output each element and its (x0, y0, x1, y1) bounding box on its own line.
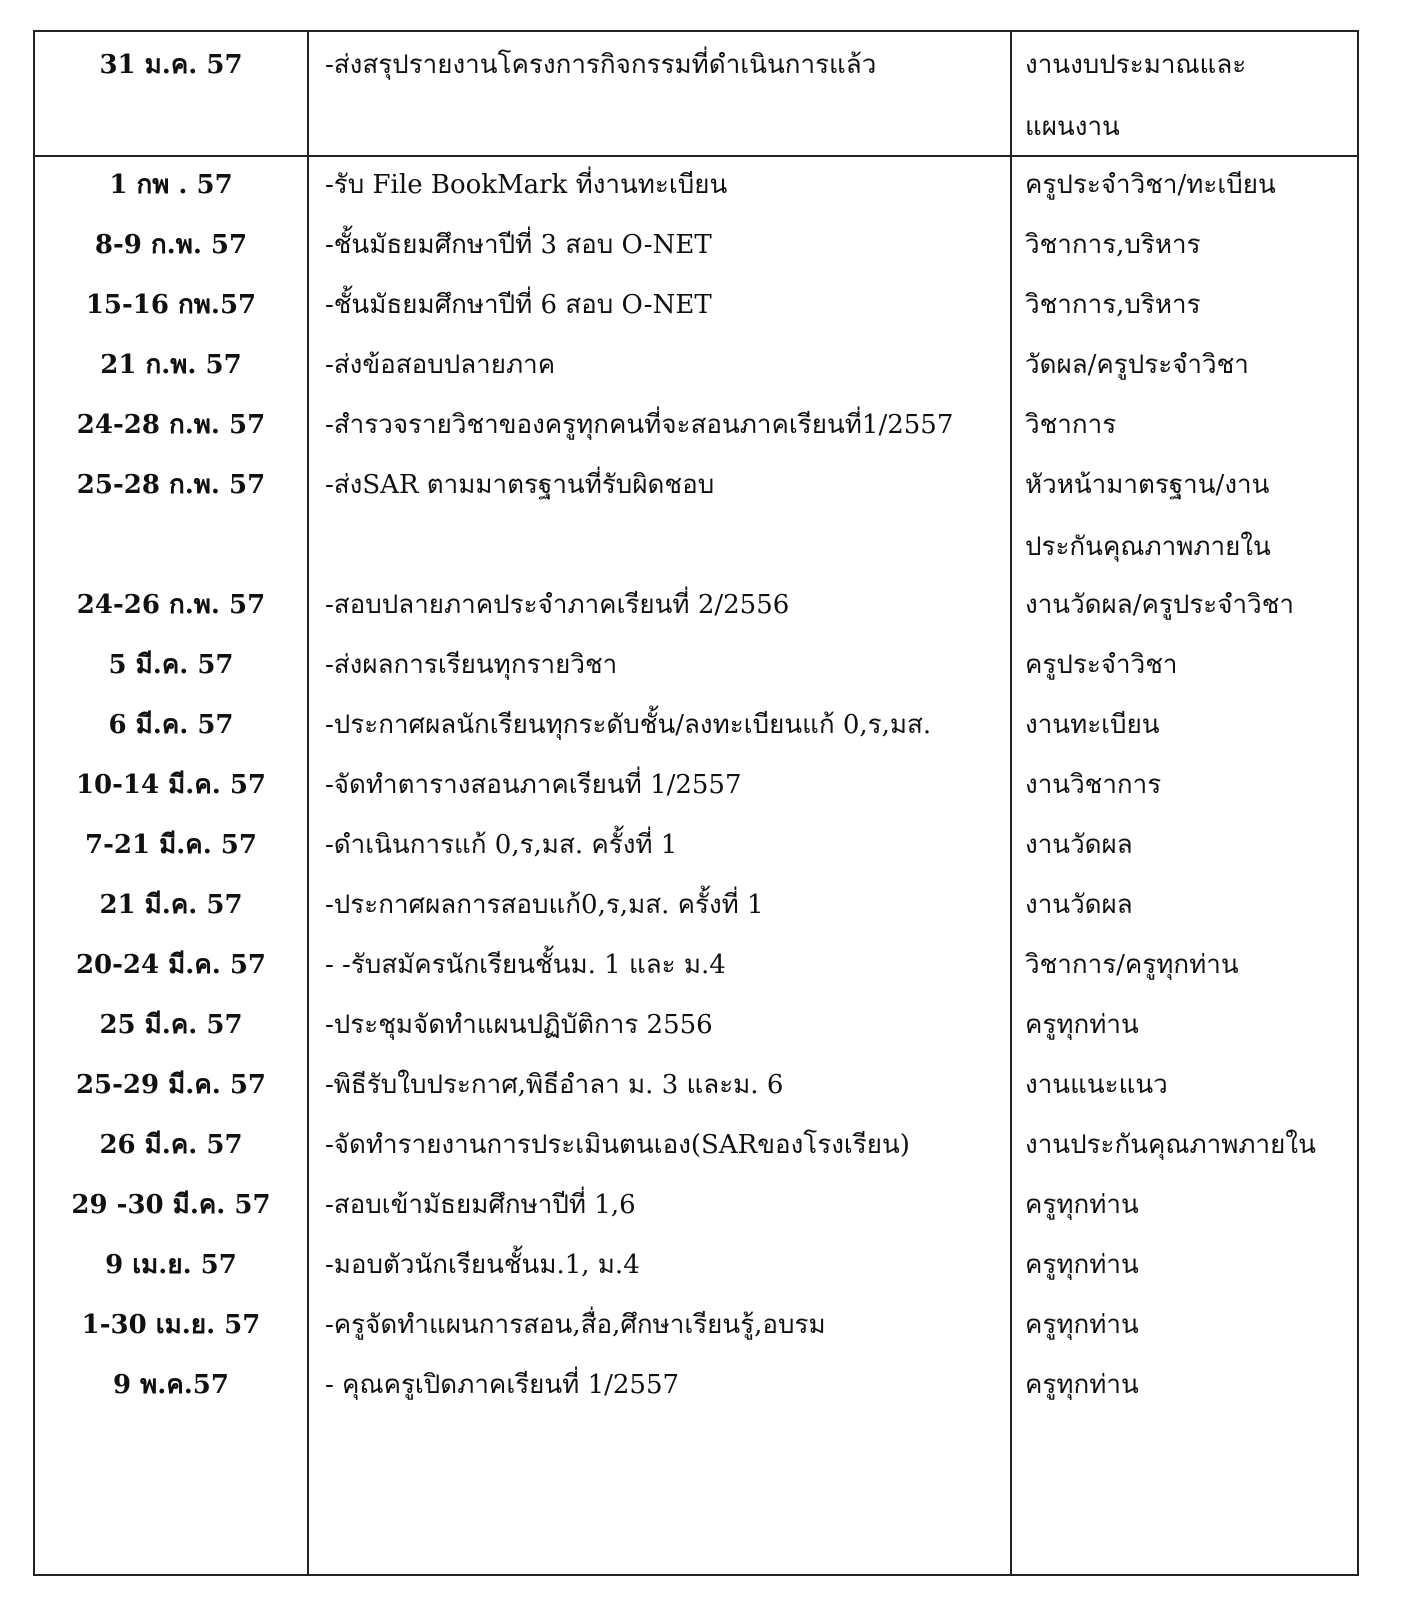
table-row (35, 1234, 1357, 1296)
table-row (35, 934, 1357, 996)
date-cell: 7-21 มี.ค. 57 (85, 830, 257, 860)
activity-cell: -พิธีรับใบประกาศ,พิธีอำลา ม. 3 และม. 6 (325, 1070, 784, 1100)
responsible-cell: งานวัดผล/ครูประจำวิชา (1025, 590, 1294, 620)
table-row (35, 874, 1357, 936)
activity-cell: -สำรวจรายวิชาของครูทุกคนที่จะสอนภาคเรียนที่1/2557 (325, 410, 954, 440)
responsible-cell: วัดผล/ครูประจำวิชา (1025, 350, 1249, 380)
responsible-cell: งานงบประมาณและแผนงาน (1025, 50, 1247, 142)
activity-cell: -ส่งSAR ตามมาตรฐานที่รับผิดชอบ (325, 470, 715, 500)
date-cell: 25-29 มี.ค. 57 (75, 1070, 267, 1100)
date-cell: 24-28 ก.พ. 57 (76, 410, 266, 440)
responsible-cell: ครูประจำวิชา/ทะเบียน (1025, 170, 1276, 200)
responsible-cell: หัวหน้ามาตรฐาน/งานประกันคุณภาพภายใน (1025, 470, 1271, 562)
activity-cell: -ชั้นมัธยมศึกษาปีที่ 6 สอบ O-NET (325, 290, 712, 320)
activity-cell: -ส่งสรุปรายงานโครงการกิจกรรมที่ดำเนินการแล้ว (325, 50, 877, 80)
activity-cell: - -รับสมัครนักเรียนชั้นม. 1 และ ม.4 (325, 950, 726, 980)
date-cell: 21 ก.พ. 57 (100, 350, 242, 380)
date-cell: 10-14 มี.ค. 57 (75, 770, 267, 800)
activity-cell: -ชั้นมัธยมศึกษาปีที่ 3 สอบ O-NET (325, 230, 712, 260)
date-cell: 25-28 ก.พ. 57 (76, 470, 266, 500)
responsible-cell: วิชาการ,บริหาร (1025, 230, 1201, 260)
table-row (35, 754, 1357, 816)
responsible-cell: ครูทุกท่าน (1025, 1310, 1139, 1340)
table-row (35, 1294, 1357, 1356)
date-cell: 5 มี.ค. 57 (108, 650, 234, 680)
date-cell: 29 -30 มี.ค. 57 (71, 1190, 271, 1220)
activity-cell: - คุณครูเปิดภาคเรียนที่ 1/2557 (325, 1370, 680, 1400)
date-cell: 25 มี.ค. 57 (99, 1010, 243, 1040)
date-cell: 8-9 ก.พ. 57 (94, 230, 248, 260)
table-row (35, 1354, 1357, 1416)
table-row (35, 814, 1357, 876)
responsible-cell: ครูทุกท่าน (1025, 1190, 1139, 1220)
schedule-table (33, 30, 1359, 1576)
table-row (35, 574, 1357, 636)
date-cell: 26 มี.ค. 57 (99, 1130, 243, 1160)
activity-cell: -สอบเข้ามัธยมศึกษาปีที่ 1,6 (325, 1190, 636, 1220)
date-cell: 1-30 เม.ย. 57 (81, 1310, 261, 1340)
activity-cell: -ประกาศผลนักเรียนทุกระดับชั้น/ลงทะเบียนแก้ 0,ร,มส. (325, 710, 932, 740)
activity-cell: -ดำเนินการแก้ 0,ร,มส. ครั้งที่ 1 (325, 830, 678, 860)
table-row (35, 34, 1357, 154)
responsible-cell: งานวิชาการ (1025, 770, 1162, 800)
activity-cell: -ครูจัดทำแผนการสอน,สื่อ,ศึกษาเรียนรู้,อบรม (325, 1310, 826, 1340)
table-row (35, 214, 1357, 276)
activity-cell: -ส่งผลการเรียนทุกรายวิชา (325, 650, 618, 680)
activity-cell: -มอบตัวนักเรียนชั้นม.1, ม.4 (325, 1250, 640, 1280)
responsible-cell: ครูทุกท่าน (1025, 1250, 1139, 1280)
activity-cell: -ส่งข้อสอบปลายภาค (325, 350, 556, 380)
activity-cell: -ประชุมจัดทำแผนปฏิบัติการ 2556 (325, 1010, 713, 1040)
table-row (35, 694, 1357, 756)
date-cell: 15-16 กพ.57 (85, 290, 257, 320)
responsible-cell: วิชาการ/ครูทุกท่าน (1025, 950, 1239, 980)
table-row (35, 1114, 1357, 1176)
date-cell: 21 มี.ค. 57 (99, 890, 243, 920)
responsible-cell: งานวัดผล (1025, 830, 1133, 860)
table-row (35, 1054, 1357, 1116)
responsible-cell: วิชาการ,บริหาร (1025, 290, 1201, 320)
responsible-cell: งานวัดผล (1025, 890, 1133, 920)
responsible-cell: ครูทุกท่าน (1025, 1010, 1139, 1040)
responsible-cell: ครูทุกท่าน (1025, 1370, 1139, 1400)
date-cell: 9 เม.ย. 57 (105, 1250, 237, 1280)
table-row (35, 994, 1357, 1056)
date-cell: 6 มี.ค. 57 (108, 710, 234, 740)
date-cell: 9 พ.ค.57 (113, 1370, 229, 1400)
responsible-cell: งานทะเบียน (1025, 710, 1160, 740)
responsible-cell: วิชาการ (1025, 410, 1117, 440)
activity-cell: -จัดทำรายงานการประเมินตนเอง(SARของโรงเรียน) (325, 1130, 910, 1160)
table-row (35, 634, 1357, 696)
table-row (35, 274, 1357, 336)
activity-cell: -ประกาศผลการสอบแก้0,ร,มส. ครั้งที่ 1 (325, 890, 764, 920)
table-row (35, 454, 1357, 578)
table-row (35, 334, 1357, 396)
responsible-cell: งานประกันคุณภาพภายใน (1025, 1130, 1316, 1160)
activity-cell: -รับ File BookMark ที่งานทะเบียน (325, 170, 728, 200)
table-row (35, 394, 1357, 456)
activity-cell: -สอบปลายภาคประจำภาคเรียนที่ 2/2556 (325, 590, 790, 620)
date-cell: 24-26 ก.พ. 57 (76, 590, 266, 620)
date-cell: 1 กพ . 57 (109, 170, 233, 200)
table-row (35, 1174, 1357, 1236)
activity-cell: -จัดทำตารางสอนภาคเรียนที่ 1/2557 (325, 770, 742, 800)
responsible-cell: ครูประจำวิชา (1025, 650, 1178, 680)
date-cell: 20-24 มี.ค. 57 (75, 950, 267, 980)
date-cell: 31 ม.ค. 57 (99, 50, 243, 80)
responsible-cell: งานแนะแนว (1025, 1070, 1168, 1100)
table-row (35, 154, 1357, 216)
